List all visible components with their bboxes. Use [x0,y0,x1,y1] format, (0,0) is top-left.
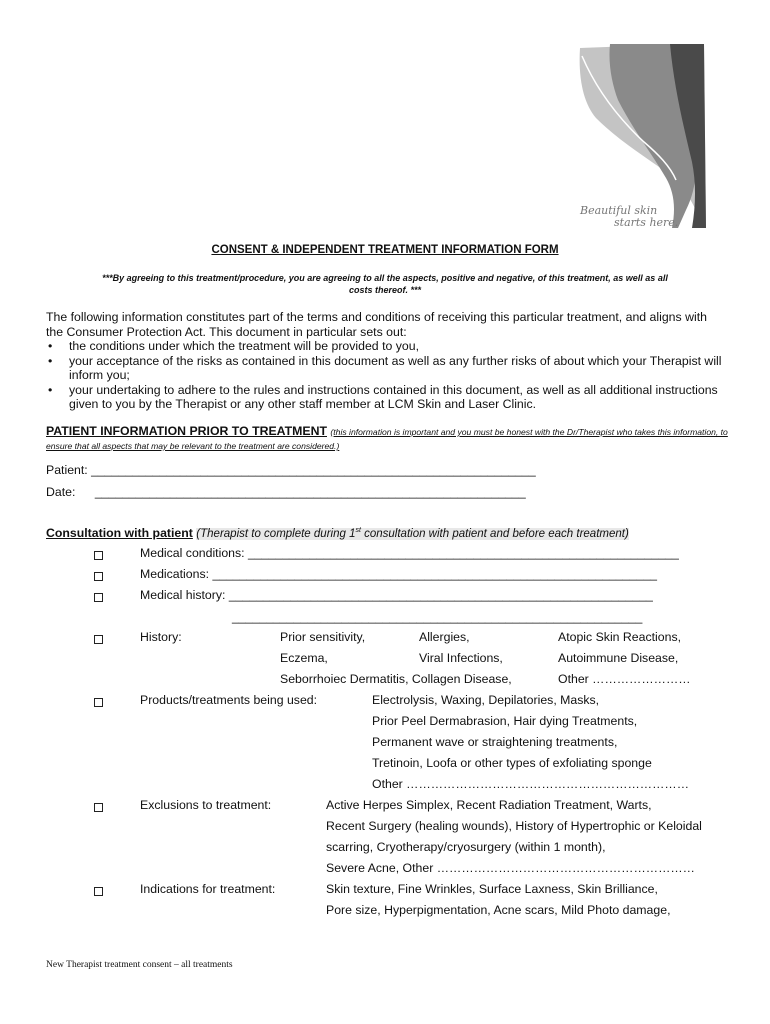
products-line: Permanent wave or straightening treatments, [372,735,618,749]
history-checkbox[interactable] [94,635,103,644]
products-line: Electrolysis, Waxing, Depilatories, Masks, [372,693,600,707]
exclusions-line: scarring, Cryotherapy/cryosurgery (within 1 month), [326,840,606,854]
history-option: Allergies, [419,630,470,644]
products-line: Prior Peel Dermabrasion, Hair dying Treatments, [372,714,638,728]
exclusions-line: Active Herpes Simplex, Recent Radiation Treatment, Warts, [326,798,652,812]
indications-line: Pore size, Hyperpigmentation, Acne scars, Mild Photo damage, [326,903,671,917]
patient-info-section [46,425,736,453]
products-label: Products/treatments being used: [140,693,318,707]
intro-paragraph: The following information constitutes part of the terms and conditions of receiving this particular treatment, and aligns with the Consumer Protection Act. This document in particular sets out: [46,310,707,339]
exclusions-label: Exclusions to treatment: [140,798,272,812]
history-option: Atopic Skin Reactions, [558,630,682,644]
list-item: • the conditions under which the treatment will be provided to you, [46,339,724,354]
date-field[interactable]: Date: _______________________________________________________________ [46,485,526,499]
history-option: Autoimmune Disease, [558,651,679,665]
terms-list [46,339,724,412]
section-heading: PATIENT INFORMATION PRIOR TO TREATMENT [46,424,327,438]
clinic-logo [574,44,710,230]
history-label: History: [140,630,182,644]
page-footer: New Therapist treatment consent – all treatments [46,960,233,970]
medical-conditions-checkbox[interactable] [94,551,103,560]
history-option-other[interactable]: Other …………………… [558,672,691,686]
svg-text:Beautiful skin: Beautiful skin [580,204,658,217]
medical-conditions-field[interactable]: Medical conditions: _______________________________________________________________ [140,546,679,560]
indications-label: Indications for treatment: [140,882,276,896]
exclusions-checkbox[interactable] [94,803,103,812]
products-other-field[interactable]: Other …………………………………………………………… [372,777,689,791]
products-checkbox[interactable] [94,698,103,707]
history-option: Seborrhoiec Dermatitis, Collagen Disease, [280,672,512,686]
history-option: Eczema, [280,651,328,665]
medical-history-line-2[interactable]: ____________________________________________________________ [232,610,643,624]
medications-field[interactable]: Medications: _________________________________________________________________ [140,567,658,581]
exclusions-line: Recent Surgery (healing wounds), History of Hypertrophic or Keloidal [326,819,702,833]
agreement-notice: ***By agreeing to this treatment/procedure, you are agreeing to all the aspects, positive and negative, of this treatment, as well as all costs thereof. *** [102,273,668,295]
svg-text:starts here.: starts here. [614,216,679,229]
patient-field[interactable]: Patient: _________________________________________________________________ [46,463,536,477]
products-line: Tretinoin, Loofa or other types of exfoliating sponge [372,756,652,770]
list-item: • your acceptance of the risks as contained in this document as well as any further risks of about which your Therapist will inform you; [46,354,724,383]
section-note: (this information is important and you must be honest with the Dr/Therapist who takes this information, to ensure that all aspects that may be relevant to the treatment are considered.) [46,427,728,451]
medical-history-field[interactable]: Medical history: ______________________________________________________________ [140,588,653,602]
history-option: Viral Infections, [419,651,503,665]
form-title: CONSENT & INDEPENDENT TREATMENT INFORMATION FORM [211,244,559,256]
list-item: • your undertaking to adhere to the rules and instructions contained in this document, as well as all additional instructions given to you by the Therapist or any other staff member at LCM Skin and Laser Clinic. [46,383,724,412]
indications-checkbox[interactable] [94,887,103,896]
indications-line: Skin texture, Fine Wrinkles, Surface Laxness, Skin Brilliance, [326,882,658,896]
medications-checkbox[interactable] [94,572,103,581]
consultation-heading: Consultation with patient (Therapist to complete during 1st consultation with patient and before each treatment) [46,526,629,540]
medical-history-checkbox[interactable] [94,593,103,602]
history-option: Prior sensitivity, [280,630,366,644]
exclusions-other-field[interactable]: Severe Acne, Other ……………………………………………………… [326,861,695,875]
